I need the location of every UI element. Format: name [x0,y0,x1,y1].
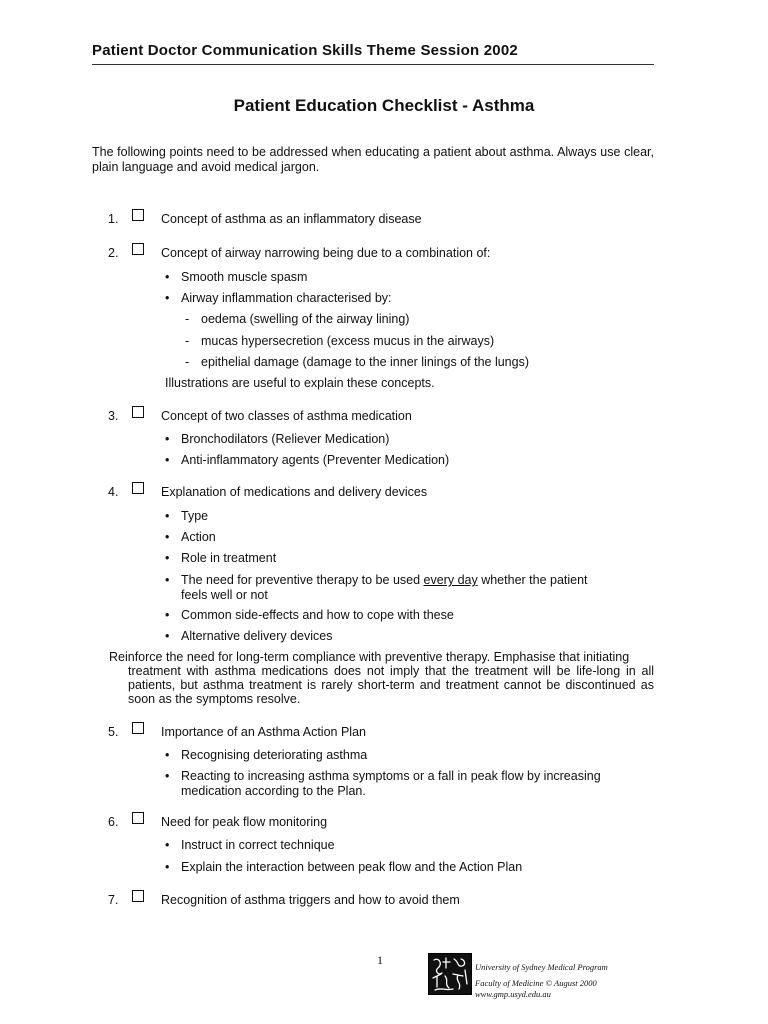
bullet-icon: • [165,629,170,643]
reinforce-paragraph: Reinforce the need for long-term compliance with preventive therapy. Emphasise that initiating treatment with asthma medications does not imply that the treatment will be life-long in all patients, but asthma treatment is rarely short-term and treatment cannot be discontinued as soon as the symptoms resolve. [109,650,654,706]
bullet-icon: • [165,551,170,565]
bullet-icon: • [165,432,170,446]
checkbox-item-1[interactable] [132,209,144,221]
bullet-icon: • [165,748,170,762]
bullet-icon: • [165,608,170,622]
item-number: 4. [108,485,119,499]
page-header: Patient Doctor Communication Skills Theme Session 2002 [92,42,654,65]
dash-icon: - [185,355,190,369]
faculty-copyright: Faculty of Medicine © August 2000 [475,978,597,988]
item-text: Concept of two classes of asthma medication [161,409,412,423]
checkbox-item-6[interactable] [132,812,144,824]
item-text: Explanation of medications and delivery devices [161,485,428,499]
item-number: 1. [108,212,119,226]
item-text: Concept of asthma as an inflammatory disease [161,212,422,226]
bullet-icon: • [165,509,170,523]
item-number: 3. [108,409,119,423]
intro-paragraph: The following points need to be addressed when educating a patient about asthma. Always use clear, plain language and avoid medical jargon. [92,145,654,174]
item-text: Recognition of asthma triggers and how to avoid them [161,893,460,907]
item-number: 6. [108,815,119,829]
checkbox-item-5[interactable] [132,722,144,734]
bullet-icon: • [165,530,170,544]
bullet-icon: • [165,270,170,284]
emphasis-text: every day [423,573,478,587]
item-number: 2. [108,246,119,260]
bullet-icon: • [165,573,170,587]
bullet-icon: • [165,291,170,305]
item-number: 5. [108,725,119,739]
item-text: Concept of airway narrowing being due to a combination of: [161,246,491,260]
bullet-icon: • [165,860,170,874]
program-name: University of Sydney Medical Program [475,962,608,972]
bullet-icon: • [165,838,170,852]
item-number: 7. [108,893,119,907]
dash-icon: - [185,312,190,326]
checkbox-item-7[interactable] [132,890,144,902]
university-logo-icon [428,953,472,995]
checkbox-item-4[interactable] [132,482,144,494]
dash-icon: - [185,334,190,348]
checkbox-item-3[interactable] [132,406,144,418]
website-url: www.gmp.usyd.edu.au [475,989,551,999]
logo-mark-icon [429,954,471,994]
page-number: 1 [377,953,383,967]
item-text: Importance of an Asthma Action Plan [161,725,366,739]
bullet-icon: • [165,453,170,467]
item-text: Need for peak flow monitoring [161,815,328,829]
note-text: Illustrations are useful to explain these concepts. [165,376,435,390]
document-page: Patient Doctor Communication Skills Theme Session 2002 Patient Education Checklist - Asthma The following points need to be addressed when educating a patient about asthma. Always use clear, plain language and avoid medical jargon. 1. Concept of asthma as an inflammatory disease 2. Concept of airway narrowing being due to a combination of: • Smooth muscle spasm • Airway inflammation characterised by: - oedema (swelling of the airway lining) - mucas hypersecretion (excess mucus in the airways) - epithelial damage (damage to the inner linings of the lungs) Illustrations are useful to explain these concepts. 3. Concept of two classes of asthma medication • Bronchodilators (Reliever Medication) • Anti-inflammatory agents (Preventer Medication) 4. Explanation of medications and delivery devices • Type • Action • Role in treatment • The need for preventive therapy to be used every day whether the patient feels well or not • Common side-effects and how to cope with these • Alternative delivery devices Reinforce the need for long-term compliance with preventive therapy. Emphasise that initiating treatment with asthma medications does not imply that the treatment will be life-long in all patients, but asthma treatment is rarely short-term and treatment cannot be discontinued as soon as the symptoms resolve. 5. Importance of an Asthma Action Plan • Recognising deteriorating asthma • Reacting to increasing asthma symptoms or a fall in peak flow by increasing medication according to the Plan. 6. Need for peak flow monitoring • Instruct in correct technique • Explain the interaction between peak flow and the Action Plan 7. Recognition of asthma triggers and how to avoid them 1 University of Sydney Medical Program Faculty of Medicine © August 2000 www.gmp.usyd.edu.au [0,0,768,1024]
document-title: Patient Education Checklist - Asthma [233,96,535,115]
bullet-icon: • [165,769,170,783]
footer-credits [475,962,655,1000]
checkbox-item-2[interactable] [132,243,144,255]
